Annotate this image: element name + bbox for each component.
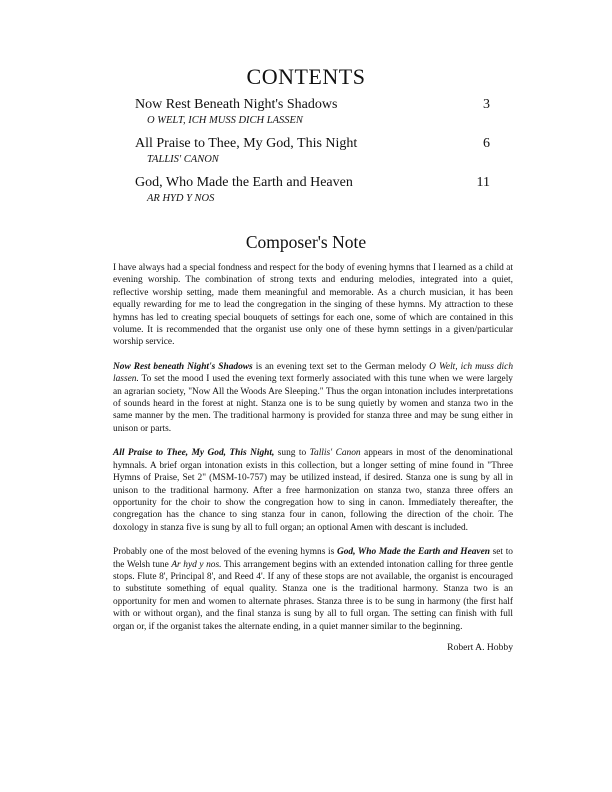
note-paragraph [113, 361, 513, 435]
hymn-title: Now Rest beneath Night's Shadows [113, 361, 253, 372]
note-text: Probably one of the most beloved of the evening hymns is [113, 547, 337, 558]
note-paragraph [113, 546, 513, 633]
toc-entry-page: 6 [483, 136, 490, 151]
toc-entry [135, 96, 490, 128]
note-text: set to the Welsh tune [113, 547, 513, 570]
tune-name: Tallis' Canon [309, 448, 361, 459]
toc-entry-title: God, Who Made the Earth and Heaven [135, 175, 353, 190]
toc-entry [135, 174, 490, 206]
composers-note-body [113, 262, 513, 654]
tune-name: Ar hyd y nos. [171, 559, 222, 570]
toc-entry-tune: TALLIS' CANON [147, 154, 219, 165]
toc-row [135, 174, 490, 192]
toc-entry-page: 11 [476, 175, 490, 190]
note-text: is an evening text set to the German melody [252, 361, 430, 372]
note-text: This arrangement begins with an extended intonation calling for three gentle stops. Flute 8', Principal 8', and Reed 4'. If any of these stops are not available, the organist is encouraged to substitute something of equal quality. Stanza one is the traditional harmony. Stanza two is an opportunity for men and women to alternate phrases. Stanza three is to be sung in harmony (the first half with or without organ), and the final stanza is sung by all to full organ. The setting can finish with full organ or, if the organist takes the alternate ending, in a quiet manner similar to the beginning. [113, 559, 513, 632]
toc-entry [135, 135, 490, 167]
toc-entry-title: Now Rest Beneath Night's Shadows [135, 97, 338, 112]
tune-name: O Welt, ich muss dich lassen. [113, 361, 514, 385]
note-text: To set the mood I used the evening text formerly associated with this tune when we were largely an agrarian society, "Now All the Woods Are Sleeping." Thus the organ intonation includes interpretations of sounds heard in the forest at night. Stanza one is to be sung quietly by women and stanza two in the same manner by the men. The traditional harmony is provided for stanza three and may be sung either in unison or parts. [113, 374, 513, 434]
note-paragraph: I have always had a special fondness and respect for the body of evening hymns that I learned as a child at evening worship. The combination of strong texts and enduring melodies, integrated into a quiet, reflective worship setting, made them meaningful and memorable. As a church musician, it has been equally rewarding for me to lead the congregation in the singing of these hymns. My attraction to these hymns has led to creating special bouquets of settings for each one, some of which are contained in this volume. It is recommended that the organist use only one of these hymn settings in a given/particular worship service. [113, 263, 513, 348]
note-text: sung to [274, 448, 310, 459]
signature: Robert A. Hobby [447, 641, 513, 653]
toc-entry-title: All Praise to Thee, My God, This Night [135, 136, 358, 151]
toc-entry-tune: O WELT, ICH MUSS DICH LASSEN [147, 115, 303, 126]
note-paragraph [113, 447, 513, 534]
table-of-contents [135, 96, 490, 213]
composers-note-title: Composer's Note [245, 232, 367, 252]
toc-row [135, 96, 490, 114]
toc-entry-tune: AR HYD Y NOS [147, 193, 215, 204]
hymn-title: All Praise to Thee, My God, This Night, [113, 448, 275, 459]
hymn-title: God, Who Made the Earth and Heaven [336, 547, 490, 558]
note-text: appears in most of the denominational hymnals. A brief organ intonation exists in this collection, but a longer setting of mine found in "Three Hymns of Praise, Set 2" (MSM-10-757) may be utilized instead, if desired. Stanza one is sung by all in unison to the traditional harmony. After a free harmonization on stanza two, stanza three offers an opportunity for the choir to show the congregation how to sing in canon. Immediately thereafter, the congregation has the chance to sing stanza four in canon, following the direction of the choir. The doxology in stanza five is sung by all to full organ; an optional Amen with descant is included. [113, 448, 513, 533]
toc-entry-page: 3 [483, 97, 490, 112]
contents-title: CONTENTS [246, 64, 366, 89]
toc-row [135, 135, 490, 153]
